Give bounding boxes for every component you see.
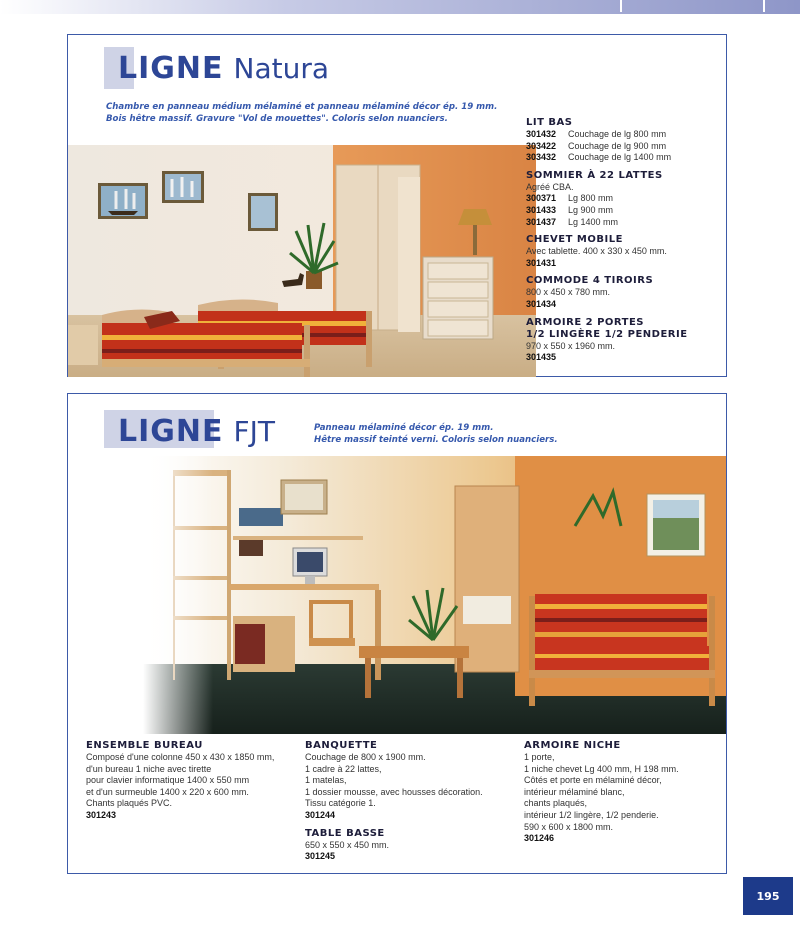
intro-line: Panneau mélaminé décor ép. 19 mm.: [314, 423, 494, 433]
spec-row: [526, 141, 726, 153]
line-name: Natura: [233, 52, 330, 85]
spec-line: et d'un surmeuble 1400 x 220 x 600 mm.: [86, 786, 249, 797]
product-ref: 301244: [305, 809, 336, 820]
product-desc: Avec tablette. 400 x 330 x 450 mm.: [526, 246, 667, 257]
spec-banquette: [305, 740, 520, 863]
product-chevet: [526, 234, 726, 269]
spec-text: Lg 900 mm: [568, 204, 614, 215]
product-title: LIT BAS: [526, 117, 573, 128]
spec-line: Côtés et porte en mélaminé décor,: [524, 775, 662, 786]
product-ref: 301431: [526, 257, 557, 268]
product-desc: Agréé CBA.: [526, 181, 574, 192]
natura-title: [118, 51, 329, 86]
product-armoire: [526, 317, 726, 364]
spec-text: Lg 1400 mm: [568, 216, 619, 227]
ligne-natura-section: [67, 34, 727, 377]
natura-intro: [106, 101, 497, 125]
spec-line: d'un bureau 1 niche avec tirette: [86, 763, 212, 774]
spec-text: Couchage de lg 1400 mm: [568, 152, 672, 163]
product-title: BANQUETTE: [305, 740, 378, 751]
bedroom-photo: [68, 145, 536, 377]
spec-row: [526, 217, 726, 229]
spec-line: Tissu catégorie 1.: [305, 798, 376, 809]
product-title: SOMMIER À 22 LATTES: [526, 169, 663, 181]
product-title: COMMODE 4 TIROIRS: [526, 275, 654, 287]
spec-line: pour clavier informatique 1400 x 550 mm: [86, 775, 250, 786]
fjt-intro: [314, 422, 558, 446]
spec-line: intérieur mélaminé blanc,: [524, 786, 625, 797]
spec-line: Chants plaqués PVC.: [86, 798, 173, 809]
spec-line: 650 x 550 x 450 mm.: [305, 839, 390, 850]
product-ref: 301245: [305, 851, 336, 862]
ligne-label: LIGNE: [118, 51, 224, 86]
product-ref: 303422: [526, 140, 557, 151]
product-commode: [526, 275, 726, 310]
product-sommier: [526, 170, 726, 228]
top-banner-divider: [763, 0, 765, 12]
product-title: ARMOIRE NICHE: [524, 740, 621, 751]
product-title: CHEVET MOBILE: [526, 234, 623, 246]
product-ref: 301433: [526, 204, 557, 215]
natura-spec-list: [526, 117, 726, 370]
spec-line: 1 porte,: [524, 752, 555, 762]
product-title-line2: 1/2 LINGÈRE 1/2 PENDERIE: [526, 328, 688, 340]
product-title: TABLE BASSE: [305, 827, 385, 839]
product-lit-bas: [526, 117, 726, 164]
line-name: FJT: [233, 415, 275, 448]
product-ref: 301243: [86, 809, 117, 820]
spec-row: [526, 129, 726, 141]
spec-text: Couchage de lg 800 mm: [568, 129, 667, 139]
spec-line: 1 matelas,: [305, 775, 347, 786]
product-ref: 301432: [526, 129, 557, 139]
product-desc: 970 x 550 x 1960 mm.: [526, 340, 616, 351]
spec-row: [526, 193, 726, 205]
spec-row: [526, 152, 726, 164]
product-ref: 300371: [526, 193, 557, 204]
spec-line: 1 dossier mousse, avec housses décoration.: [305, 786, 483, 797]
intro-line: Hêtre massif teinté verni. Coloris selon nuanciers.: [314, 435, 558, 445]
spec-armoire-niche: [524, 740, 724, 845]
intro-line: Chambre en panneau médium mélaminé et panneau mélaminé décor ép. 19 mm.: [106, 102, 498, 112]
spec-line: Composé d'une colonne 450 x 430 x 1850 mm,: [86, 752, 275, 762]
product-title: ARMOIRE 2 PORTES: [526, 316, 644, 328]
spec-text: Lg 800 mm: [568, 193, 614, 204]
spec-line: chants plaqués,: [524, 798, 588, 809]
ligne-fjt-section: [67, 393, 727, 874]
intro-line: Bois hêtre massif. Gravure "Vol de mouettes". Coloris selon nuanciers.: [106, 114, 448, 124]
spec-line: Couchage de 800 x 1900 mm.: [305, 752, 426, 762]
spec-line: 1 cadre à 22 lattes,: [305, 763, 382, 774]
product-desc: 800 x 450 x 780 mm.: [526, 287, 611, 298]
product-ref: 301246: [524, 833, 555, 844]
product-title: ENSEMBLE BUREAU: [86, 740, 203, 751]
product-ref: 303432: [526, 152, 557, 163]
study-room-photo: [143, 456, 726, 734]
product-ref: 301437: [526, 216, 557, 227]
spec-ensemble-bureau: [86, 740, 296, 822]
spec-line: 1 niche chevet Lg 400 mm, H 198 mm.: [524, 763, 679, 774]
top-banner: [0, 0, 800, 14]
product-ref: 301435: [526, 352, 557, 363]
product-ref: 301434: [526, 298, 557, 309]
fjt-title: [118, 414, 275, 449]
spec-row: [526, 205, 726, 217]
spec-line: 590 x 600 x 1800 mm.: [524, 821, 614, 832]
spec-line: intérieur 1/2 lingère, 1/2 penderie.: [524, 809, 659, 820]
page-number: 195: [743, 877, 793, 915]
spec-text: Couchage de lg 900 mm: [568, 140, 667, 151]
ligne-label: LIGNE: [118, 414, 224, 449]
top-banner-divider: [620, 0, 622, 12]
